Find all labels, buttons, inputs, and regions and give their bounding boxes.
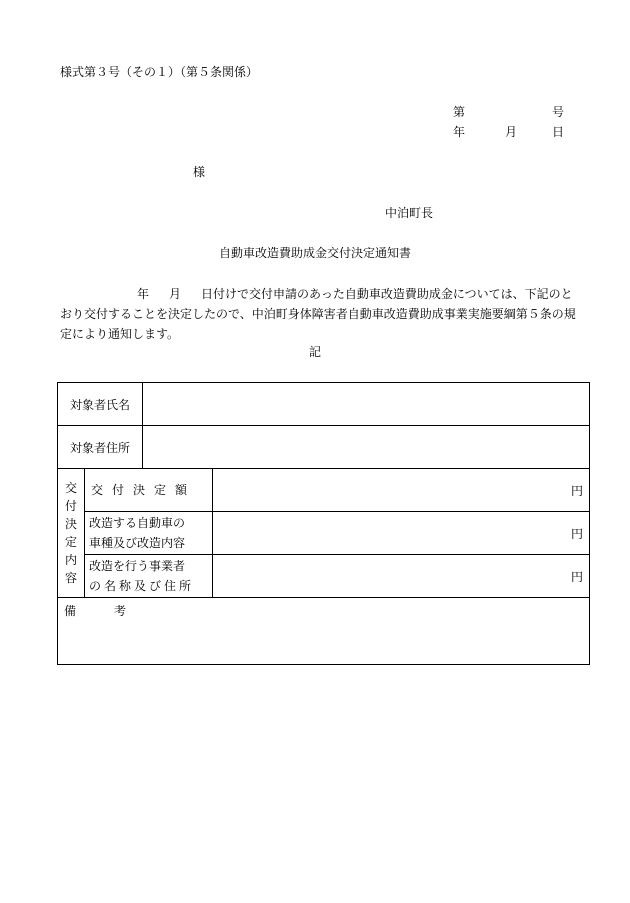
remarks-label-char2: 考 bbox=[114, 604, 127, 618]
remarks-cell[interactable] bbox=[58, 598, 590, 665]
vehicle-modification-field[interactable] bbox=[213, 512, 590, 555]
subject-address-field[interactable] bbox=[143, 426, 590, 469]
subject-name-field[interactable] bbox=[143, 383, 590, 426]
document-number-prefix: 第 bbox=[453, 105, 466, 119]
application-table bbox=[57, 382, 590, 665]
subject-name-label: 対象者氏名 bbox=[58, 383, 143, 426]
grant-amount-label: 交付決定額 bbox=[85, 469, 213, 512]
date-day-label: 日 bbox=[552, 125, 565, 139]
decision-details-label: 交 付 決 定 内 容 bbox=[58, 469, 85, 598]
addressee-honorific: 様 bbox=[193, 165, 206, 179]
body-line2: おり交付することを決定したので、中泊町身体障害者自動車改造費助成事業実施要綱第５条の規 bbox=[60, 307, 576, 321]
form-number: 様式第３号（その１）（第５条関係） bbox=[60, 65, 259, 79]
subject-address-label: 対象者住所 bbox=[58, 426, 143, 469]
yen-unit: 円 bbox=[571, 569, 584, 584]
contractor-field[interactable] bbox=[213, 555, 590, 598]
body-line3: 定により通知します。 bbox=[60, 327, 180, 341]
remarks-label-char1: 備 bbox=[64, 604, 77, 618]
document-number-suffix: 号 bbox=[552, 105, 565, 119]
yen-unit: 円 bbox=[571, 483, 584, 498]
document-title: 自動車改造費助成金交付決定通知書 bbox=[218, 246, 411, 260]
contractor-label: 改造を行う事業者 の名称及び住所 bbox=[85, 555, 213, 598]
issuer-name: 中泊町長 bbox=[385, 206, 434, 220]
date-year-label: 年 bbox=[453, 125, 466, 139]
body-line1: 日付けで交付申請のあった自動車改造費助成金については、下記のと bbox=[201, 287, 573, 301]
body-month-label: 月 bbox=[169, 287, 182, 301]
yen-unit: 円 bbox=[571, 526, 584, 541]
body-text bbox=[60, 284, 582, 344]
grant-amount-field[interactable] bbox=[213, 469, 590, 512]
ki-heading: 記 bbox=[308, 345, 321, 359]
date-month-label: 月 bbox=[505, 125, 518, 139]
body-year-label: 年 bbox=[137, 287, 150, 301]
vehicle-modification-label: 改造する自動車の 車種及び改造内容 bbox=[85, 512, 213, 555]
